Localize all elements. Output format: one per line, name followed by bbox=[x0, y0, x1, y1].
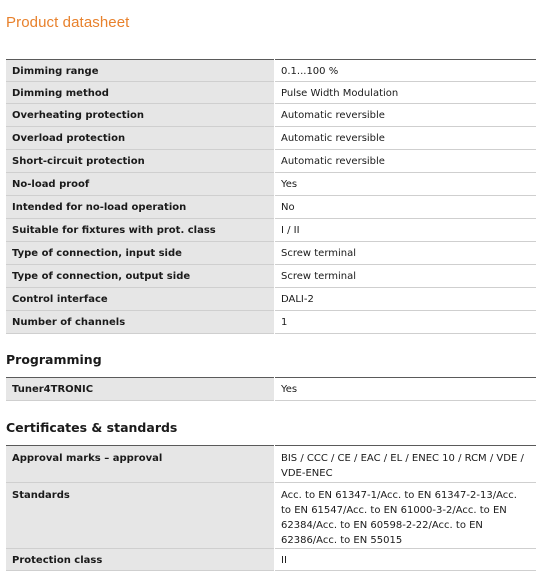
certificates-heading: Certificates & standards bbox=[6, 420, 178, 435]
spec-value: 0.1...100 % bbox=[281, 66, 339, 77]
spec-label: Suitable for fixtures with prot. class bbox=[6, 219, 275, 242]
spec-label: Protection class bbox=[6, 549, 275, 571]
spec-label: Overheating protection bbox=[6, 104, 275, 127]
table-row bbox=[6, 265, 536, 288]
programming-table bbox=[6, 377, 536, 401]
certificates-table bbox=[6, 445, 536, 571]
spec-label: Control interface bbox=[6, 288, 275, 311]
spec-value: Screw terminal bbox=[281, 271, 357, 282]
spec-value: Yes bbox=[281, 384, 298, 395]
spec-label: Standards bbox=[6, 483, 275, 549]
spec-label: Dimming method bbox=[6, 82, 275, 104]
spec-value: Screw terminal bbox=[281, 248, 357, 259]
spec-value: Acc. to EN 61347-1/Acc. to EN 61347-2-13/Acc. to EN 61547/Acc. to EN 61000-3-2/Acc. to EN 62384/Acc. to EN 60598-2-22/Acc. to EN 62386/Acc. to EN 55015 bbox=[281, 490, 517, 546]
spec-value: No bbox=[281, 202, 295, 213]
table-row bbox=[6, 82, 536, 104]
table-row bbox=[6, 288, 536, 311]
table-row bbox=[6, 219, 536, 242]
table-row bbox=[6, 104, 536, 127]
table-row bbox=[6, 196, 536, 219]
spec-label: Type of connection, output side bbox=[6, 265, 275, 288]
spec-value: Yes bbox=[281, 179, 298, 190]
table-row bbox=[6, 446, 536, 483]
table-row bbox=[6, 150, 536, 173]
spec-value: I / II bbox=[281, 225, 300, 236]
table-row bbox=[6, 242, 536, 265]
spec-value: II bbox=[281, 555, 287, 566]
spec-value: Pulse Width Modulation bbox=[281, 88, 399, 99]
table-row bbox=[6, 173, 536, 196]
spec-value: Automatic reversible bbox=[281, 110, 385, 121]
spec-label: Short-circuit protection bbox=[6, 150, 275, 173]
spec-label: Tuner4TRONIC bbox=[6, 378, 275, 401]
spec-value: 1 bbox=[281, 317, 288, 328]
spec-value: Automatic reversible bbox=[281, 156, 385, 167]
table-row bbox=[6, 127, 536, 150]
page-title: Product datasheet bbox=[6, 14, 130, 31]
spec-value: Automatic reversible bbox=[281, 133, 385, 144]
table-row bbox=[6, 483, 536, 549]
spec-label: Approval marks – approval bbox=[6, 446, 275, 483]
table-row bbox=[6, 311, 536, 334]
spec-label: Number of channels bbox=[6, 311, 275, 334]
spec-label: No-load proof bbox=[6, 173, 275, 196]
spec-value: DALI-2 bbox=[281, 294, 314, 305]
spec-label: Intended for no-load operation bbox=[6, 196, 275, 219]
spec-label: Type of connection, input side bbox=[6, 242, 275, 265]
general-spec-table bbox=[6, 59, 536, 334]
programming-heading: Programming bbox=[6, 352, 102, 367]
spec-label: Overload protection bbox=[6, 127, 275, 150]
spec-label: Dimming range bbox=[6, 60, 275, 82]
spec-value: BIS / CCC / CE / EAC / EL / ENEC 10 / RCM / VDE / VDE-ENEC bbox=[281, 453, 524, 479]
table-row bbox=[6, 60, 536, 82]
table-row bbox=[6, 549, 536, 571]
table-row bbox=[6, 378, 536, 401]
